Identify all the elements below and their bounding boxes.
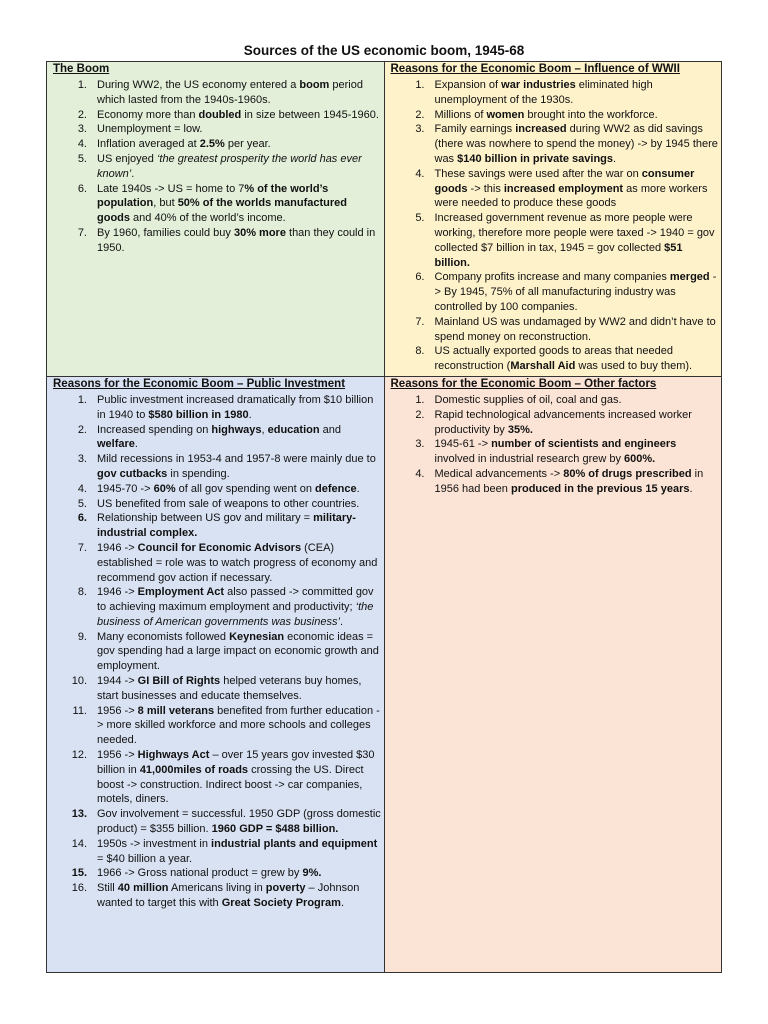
item-text [97, 837, 382, 867]
emphasis-text: 80% of drugs prescribed [563, 467, 692, 480]
emphasis-text: 1960 GDP = $488 billion. [211, 823, 339, 836]
emphasis-text: women [486, 108, 525, 121]
text-run: 1946 -> [97, 541, 138, 554]
text-run: . [689, 482, 693, 495]
list-item [53, 393, 382, 423]
text-run: Increased government revenue as more people were working, therefore more people were taxed -> 1940 = gov collected $7 billion in tax, 1945 = gov collected [434, 212, 715, 254]
list-item [391, 167, 720, 211]
text-run: – Johnson wanted to target this with [97, 882, 360, 910]
text-run: helped veterans buy homes, start businesses and educate themselves. [97, 675, 362, 702]
list-item [53, 837, 382, 867]
item-number: 7. [77, 226, 87, 239]
text-run: as more workers were needed to produce these goods [434, 182, 708, 210]
text-run: 1956 -> [97, 704, 138, 717]
text-run: Family earnings [434, 123, 516, 136]
item-text [435, 467, 720, 497]
text-run: Relationship between US gov and military = [97, 512, 314, 525]
text-run: in size between 1945-1960. [241, 108, 379, 121]
item-text [97, 748, 382, 807]
item-text [97, 122, 382, 137]
text-run: 1946 -> [97, 586, 138, 599]
item-text [97, 704, 382, 748]
item-number: 1. [77, 393, 87, 406]
emphasis-text: increased [515, 123, 567, 136]
section-title: The Boom [53, 63, 110, 75]
item-number: 4. [77, 482, 87, 495]
emphasis-text: 40 million [117, 882, 169, 895]
text-run: crossing the US. Direct boost -> construction. Indirect boost -> car companies, motels, diners. [97, 763, 364, 806]
emphasis-text: consumer goods [434, 167, 695, 195]
item-number: 8. [415, 345, 425, 358]
list-item [53, 807, 382, 837]
text-run: Economy more than [97, 108, 199, 121]
list-item [53, 674, 382, 704]
text-run: Mainland US was undamaged by WW2 and didn’t have to spend money on reconstruction. [434, 315, 716, 343]
text-run: economic ideas = gov spending had a large impact on economic growth and employment. [97, 630, 379, 673]
text-run: Mild recessions in 1953-4 and 1957-8 were mainly due to [97, 453, 376, 466]
list-item [53, 497, 382, 512]
list-item [53, 152, 382, 182]
section-public-investment [47, 376, 385, 972]
list-item [53, 704, 382, 748]
list-item [53, 585, 382, 629]
item-number: 16. [71, 882, 87, 895]
text-run: brought into the workforce. [524, 108, 658, 121]
text-run: Still [97, 882, 118, 895]
item-text [435, 108, 720, 123]
emphasis-text: highways [211, 423, 262, 436]
section-list [53, 393, 382, 911]
list-item [53, 108, 382, 123]
emphasis-text: Highways Act [137, 749, 210, 762]
list-item [53, 182, 382, 226]
list-item [53, 866, 382, 881]
item-text [435, 167, 720, 211]
section-title: Reasons for the Economic Boom – Influence of WWII [390, 63, 680, 75]
text-run: By 1960, families could buy [97, 226, 234, 239]
item-number: 4. [77, 138, 87, 151]
item-number: 5. [415, 212, 425, 225]
section-influence-of-wwii [384, 62, 722, 377]
text-run: Late 1940s -> US = home to 7 [97, 182, 245, 195]
emphasis-text: $51 billion. [434, 241, 683, 269]
list-item [391, 122, 720, 166]
item-text [435, 393, 720, 408]
item-text [97, 541, 382, 585]
text-run: -> By 1945, 75% of all manufacturing industry was controlled by 100 companies. [434, 271, 717, 313]
emphasis-text: war industries [501, 79, 576, 91]
text-run: Gov involvement = successful. 1950 GDP (gross domestic product) = $355 billion. [97, 808, 381, 836]
item-text [97, 674, 382, 704]
section-list [391, 393, 720, 497]
text-run: These savings were used after the war on [434, 167, 642, 180]
emphasis-text: $140 billion in private savings [457, 152, 614, 165]
section-title: Reasons for the Economic Boom – Other factors [390, 377, 657, 390]
emphasis-text: poverty [265, 882, 306, 895]
item-number: 4. [415, 467, 425, 480]
item-number: 1. [77, 79, 87, 91]
item-number: 6. [415, 271, 425, 284]
item-text [97, 866, 382, 881]
list-item [53, 423, 382, 453]
text-run: US actually exported goods to areas that needed reconstruction ( [434, 345, 673, 373]
text-run: in spending. [167, 467, 230, 480]
text-run: Expansion of [434, 79, 502, 91]
emphasis-text: number of scientists and engineers [491, 438, 677, 451]
list-item [53, 748, 382, 807]
item-text [435, 408, 720, 438]
item-text [97, 423, 382, 453]
item-text [97, 182, 382, 226]
item-text [97, 630, 382, 674]
list-item [391, 408, 720, 438]
text-run: involved in industrial research grew by [434, 453, 625, 466]
text-run: than they could in 1950. [97, 226, 376, 254]
quote-text: ‘the business of American governments was business’ [97, 601, 374, 628]
list-item [53, 452, 382, 482]
item-number: 4. [415, 167, 425, 180]
item-text [435, 270, 720, 314]
emphasis-text: Great Society Program [221, 897, 341, 910]
emphasis-text: Marshall Aid [510, 360, 576, 373]
emphasis-text: $580 billion in 1980 [148, 408, 249, 421]
emphasis-text: 35%. [507, 423, 533, 436]
emphasis-text: 8 mill veterans [137, 704, 215, 717]
item-number: 8. [77, 586, 87, 599]
text-run: also passed -> committed gov to achieving maximum employment and productivity; [97, 586, 374, 614]
sources-table [46, 61, 722, 973]
text-run: US enjoyed [97, 152, 157, 165]
emphasis-text: increased employment [503, 182, 624, 195]
text-run: . [613, 152, 617, 165]
text-run: During WW2, the US economy entered a [97, 79, 300, 91]
item-number: 3. [415, 438, 425, 451]
text-run: 1966 -> Gross national product = grew by [97, 867, 303, 880]
text-run: and [319, 423, 341, 436]
emphasis-text: 41,000miles of roads [139, 763, 249, 776]
item-text [97, 78, 382, 108]
list-item [391, 78, 720, 108]
text-run: – over 15 years gov invested $30 billion in [97, 749, 375, 776]
item-number: 1. [415, 393, 425, 406]
item-number: 11. [72, 704, 87, 717]
text-run: and 40% of the world’s income. [130, 212, 286, 225]
text-run: per year. [224, 138, 271, 151]
item-text [97, 511, 382, 541]
list-item [53, 482, 382, 497]
list-item [53, 226, 382, 256]
emphasis-text: 2.5% [199, 138, 225, 151]
emphasis-text: merged [669, 271, 710, 284]
item-text [97, 152, 382, 182]
text-run: . [340, 897, 345, 910]
emphasis-text: industrial plants and equipment [211, 837, 378, 850]
list-item [391, 393, 720, 408]
item-text [97, 807, 382, 837]
item-text [435, 315, 720, 345]
emphasis-text: Keynesian [229, 630, 285, 643]
emphasis-text: 30% more [233, 226, 286, 239]
text-run: Millions of [434, 108, 487, 121]
emphasis-text: produced in the previous 15 years [510, 482, 690, 495]
text-run: . [248, 408, 252, 421]
emphasis-text: military-industrial complex. [97, 512, 356, 540]
text-run: in 1956 had been [434, 467, 704, 495]
text-run: Domestic supplies of oil, coal and gas. [434, 393, 622, 406]
text-run: Medical advancements -> [434, 467, 564, 480]
emphasis-text: % of the world’s population [97, 182, 329, 210]
item-number: 3. [415, 123, 425, 136]
text-run: benefited from further education -> more skilled workforce and more schools and colleges needed. [97, 704, 380, 747]
item-number: 6. [77, 512, 87, 525]
list-item [391, 437, 720, 467]
text-run: . [339, 615, 343, 628]
list-item [391, 270, 720, 314]
item-number: 1. [415, 79, 425, 91]
emphasis-text: defence [315, 482, 357, 495]
list-item [391, 211, 720, 270]
emphasis-text: 60% [153, 482, 176, 495]
text-run: . [134, 438, 138, 451]
document-title: Sources of the US economic boom, 1945-68 [243, 43, 525, 58]
item-text [97, 108, 382, 123]
item-number: 15. [71, 867, 87, 880]
item-number: 12. [71, 749, 87, 762]
text-run: Company profits increase and many companies [434, 271, 670, 284]
item-text [97, 482, 382, 497]
item-number: 7. [415, 315, 425, 328]
item-number: 2. [415, 108, 425, 121]
item-text [435, 344, 720, 374]
item-text [97, 585, 382, 629]
item-number: 9. [77, 630, 87, 643]
item-text [97, 452, 382, 482]
list-item [391, 467, 720, 497]
emphasis-text: GI Bill of Rights [137, 675, 221, 688]
item-number: 6. [77, 182, 87, 195]
text-run: Increased spending on [97, 423, 212, 436]
item-number: 5. [77, 497, 87, 510]
emphasis-text: education [267, 423, 320, 436]
item-number: 3. [77, 453, 87, 466]
emphasis-text: Employment Act [137, 586, 225, 599]
text-run: = $40 billion a year. [97, 852, 193, 865]
list-item [53, 122, 382, 137]
emphasis-text: Council for Economic Advisors [137, 541, 302, 554]
text-run: Inflation averaged at [97, 138, 200, 151]
emphasis-text: 9%. [302, 867, 322, 880]
item-number: 10. [71, 675, 87, 688]
emphasis-text: welfare [97, 438, 135, 451]
emphasis-text: gov cutbacks [97, 467, 168, 480]
text-run: period which lasted from the 1940s-1960s. [97, 79, 363, 106]
text-run: US benefited from sale of weapons to other countries. [97, 497, 360, 510]
item-number: 2. [77, 423, 87, 436]
quote-text: ‘the greatest prosperity the world has ever known’ [97, 152, 362, 180]
section-other-factors [384, 376, 722, 972]
text-run: Rapid technological advancements increased worker productivity by [434, 408, 692, 436]
text-run: 1950s -> investment in [97, 837, 212, 850]
text-run: Public investment increased dramatically from $10 billion in 1940 to [97, 393, 374, 421]
text-run: eliminated high unemployment of the 1930s. [434, 79, 653, 106]
list-item [53, 511, 382, 541]
item-number: 14. [71, 837, 87, 850]
text-run: Americans living in [168, 882, 266, 895]
text-run: , but [153, 197, 178, 210]
list-item [53, 630, 382, 674]
emphasis-text: 600%. [624, 453, 656, 466]
text-run: -> this [467, 182, 504, 195]
text-run: during WW2 as did savings (there was nowhere to spend the money) -> by 1945 there was [434, 123, 718, 165]
list-item [53, 78, 382, 108]
item-text [435, 437, 720, 467]
list-item [391, 108, 720, 123]
text-run: was used to buy them). [575, 360, 693, 373]
item-text [97, 393, 382, 423]
item-text [97, 881, 382, 911]
text-run: 1945-70 -> [97, 482, 154, 495]
list-item [53, 541, 382, 585]
text-run: Many economists followed [97, 630, 230, 643]
item-text [435, 78, 720, 108]
item-text [435, 122, 720, 166]
item-number: 7. [77, 541, 87, 554]
item-text [97, 226, 382, 256]
text-run: 1956 -> [97, 749, 138, 762]
item-text [435, 211, 720, 270]
list-item [391, 315, 720, 345]
text-run: , [261, 423, 268, 436]
text-run: (CEA) established = role was to watch progress of economy and recommend gov action if necessary. [97, 541, 378, 584]
section-list [391, 78, 720, 374]
section-title: Reasons for the Economic Boom – Public Investment [53, 377, 346, 390]
item-number: 2. [415, 408, 425, 421]
list-item [391, 344, 720, 374]
item-number: 13. [71, 808, 87, 821]
section-list [53, 78, 382, 256]
text-run: . [131, 167, 135, 180]
item-number: 5. [77, 152, 87, 165]
emphasis-text: boom [299, 79, 330, 91]
text-run: of all gov spending went on [175, 482, 316, 495]
text-run: . [356, 482, 360, 495]
item-text [97, 497, 382, 512]
emphasis-text: doubled [198, 108, 242, 121]
list-item [53, 881, 382, 911]
item-number: 2. [77, 108, 87, 121]
text-run: 1944 -> [97, 675, 138, 688]
emphasis-text: 50% of the worlds manufactured goods [97, 197, 347, 225]
list-item [53, 137, 382, 152]
text-run: Unemployment = low. [97, 123, 203, 136]
section-the-boom [47, 62, 385, 377]
text-run: 1945-61 -> [434, 438, 492, 451]
item-text [97, 137, 382, 152]
item-number: 3. [77, 123, 87, 136]
